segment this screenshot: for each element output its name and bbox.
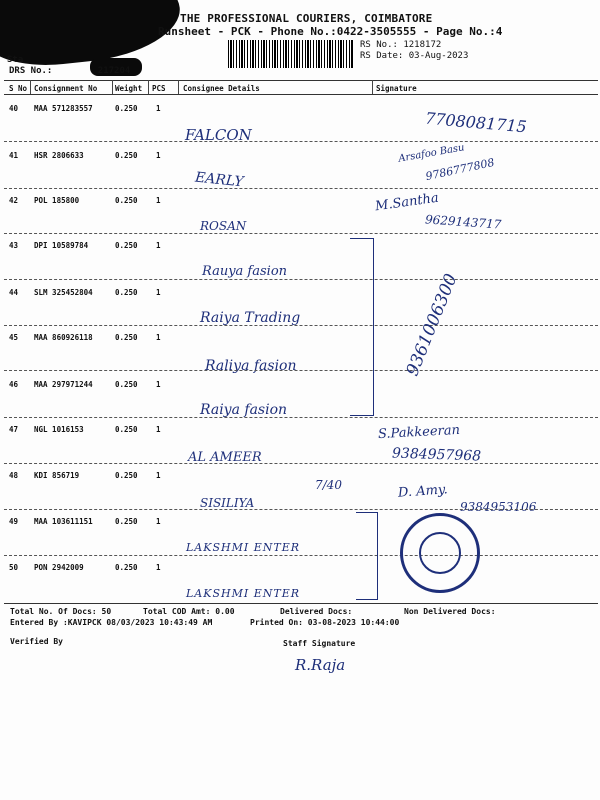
row-separator: [4, 141, 598, 142]
row-weight: 0.250: [115, 151, 138, 160]
row-signature: 7708081715: [424, 108, 528, 137]
row-pcs: 1: [156, 241, 161, 250]
col-consignment: Consignment No: [34, 84, 98, 93]
row-consignment: MAA 297971244: [34, 380, 93, 389]
row-sno: 40: [9, 104, 19, 113]
row-sno: 45: [9, 333, 19, 342]
company-stamp: [400, 513, 480, 593]
handwritten-name: Arsafoo Basu: [397, 142, 466, 165]
row-consignee: EARLY: [194, 169, 245, 191]
entered-by: Entered By :KAVIPCK 08/03/2023 10:43:49 AM: [10, 618, 213, 627]
row-weight: 0.250: [115, 471, 138, 480]
verified-by: Verified By: [10, 637, 63, 646]
handwritten-phone: 9361006300: [402, 271, 462, 379]
rs-date: RS Date: 03-Aug-2023: [360, 51, 469, 61]
handwritten-bracket: [356, 512, 378, 600]
row-consignee: Raliya fasion: [205, 358, 297, 374]
row-weight: 0.250: [115, 196, 138, 205]
row-separator: [4, 417, 598, 418]
col-weight: Weight: [115, 84, 143, 93]
handwritten-bracket: [350, 238, 374, 416]
row-consignee: LAKSHMI ENTER: [186, 541, 301, 554]
row-sno: 49: [9, 517, 19, 526]
row-separator: [4, 233, 598, 234]
staff-signature: R.Raja: [295, 656, 346, 674]
row-sno: 44: [9, 288, 19, 297]
row-consignment: NGL 1016153: [34, 425, 84, 434]
handwritten-name: D. Amy.: [397, 482, 449, 501]
runsheet-subtitle: Runsheet - PCK - Phone No.:0422-3505555 - Page No.:4: [158, 25, 503, 38]
row-pcs: 1: [156, 471, 161, 480]
printed-on: Printed On: 03-08-2023 10:44:00: [250, 618, 400, 627]
row-separator: [4, 279, 598, 280]
total-docs: Total No. Of Docs: 50: [10, 607, 112, 616]
row-weight: 0.250: [115, 333, 138, 342]
row-weight: 0.250: [115, 380, 138, 389]
row-consignee: FALCON: [185, 126, 252, 144]
col-signature: Signature: [376, 84, 417, 93]
stamp-inner-ring: [419, 532, 461, 574]
rs-number: RS No.: 1218172: [360, 40, 442, 50]
row-separator: [4, 509, 598, 510]
barcode: [228, 40, 354, 68]
company-title: THE PROFESSIONAL COURIERS, COIMBATORE: [180, 12, 433, 25]
row-pcs: 1: [156, 380, 161, 389]
staff-signature-label: Staff Signature: [283, 639, 356, 648]
row-signature: 9384957968: [391, 445, 482, 465]
row-separator: [4, 555, 598, 556]
row-separator: [4, 188, 598, 189]
drs-number: [9, 66, 130, 76]
row-consignee: Raiya fasion: [200, 402, 288, 418]
handwritten-name: S.Pakkeeran: [377, 422, 461, 443]
row-consignee: LAKSHMI ENTER: [186, 587, 301, 600]
row-signature: 9786777808: [424, 155, 496, 184]
row-sno: 42: [9, 196, 19, 205]
station-label-fragment: Sta: [7, 55, 24, 65]
row-consignment: KDI 856719: [34, 471, 80, 480]
drs-value: 217204: [97, 66, 131, 76]
row-sno: 41: [9, 151, 19, 160]
total-cod: Total COD Amt: 0.00: [143, 607, 235, 616]
row-pcs: 1: [156, 425, 161, 434]
row-separator: [4, 463, 598, 464]
row-pcs: 1: [156, 196, 161, 205]
row-consignment: POL 185800: [34, 196, 80, 205]
row-sno: 48: [9, 471, 19, 480]
row-sno: 47: [9, 425, 19, 434]
row-pcs: 1: [156, 517, 161, 526]
row-consignee: SISILIYA: [200, 496, 255, 510]
row-consignment: HSR 2806633: [34, 151, 84, 160]
handwritten-time: 7/40: [315, 478, 342, 492]
header-rule-bottom: [4, 94, 598, 95]
row-separator: [4, 370, 598, 371]
header-rule-top: [4, 80, 598, 81]
row-sno: 43: [9, 241, 19, 250]
row-pcs: 1: [156, 151, 161, 160]
row-consignment: MAA 571283557: [34, 104, 93, 113]
row-separator: [4, 325, 598, 326]
footer-rule: [4, 603, 598, 604]
row-consignment: DPI 10589784: [34, 241, 89, 250]
row-pcs: 1: [156, 563, 161, 572]
row-consignment: MAA 860926118: [34, 333, 93, 342]
row-signature: 9629143717: [424, 212, 502, 232]
row-signature: 9384953106: [460, 500, 537, 514]
row-pcs: 1: [156, 104, 161, 113]
row-consignee: Rauya fasion: [202, 264, 288, 279]
row-sno: 50: [9, 563, 19, 572]
row-weight: 0.250: [115, 104, 138, 113]
row-consignee: Raiya Trading: [200, 310, 301, 326]
col-consignee: Consignee Details: [183, 84, 260, 93]
col-pcs: PCS: [152, 84, 166, 93]
row-weight: 0.250: [115, 241, 138, 250]
row-weight: 0.250: [115, 563, 138, 572]
row-consignment: MAA 103611151: [34, 517, 93, 526]
row-weight: 0.250: [115, 517, 138, 526]
delivered-docs: Delivered Docs:: [280, 607, 353, 616]
non-delivered-docs: Non Delivered Docs:: [404, 607, 496, 616]
row-weight: 0.250: [115, 288, 138, 297]
handwritten-name: M.Santha: [374, 190, 440, 215]
col-sno: S No: [9, 84, 28, 93]
row-pcs: 1: [156, 288, 161, 297]
row-consignee: AL AMEER: [188, 450, 262, 465]
row-weight: 0.250: [115, 425, 138, 434]
row-sno: 46: [9, 380, 19, 389]
row-pcs: 1: [156, 333, 161, 342]
row-consignment: SLM 325452804: [34, 288, 93, 297]
drs-label: DRS No.:: [9, 66, 53, 76]
row-consignee: ROSAN: [200, 219, 247, 233]
row-consignment: PON 2942009: [34, 563, 84, 572]
